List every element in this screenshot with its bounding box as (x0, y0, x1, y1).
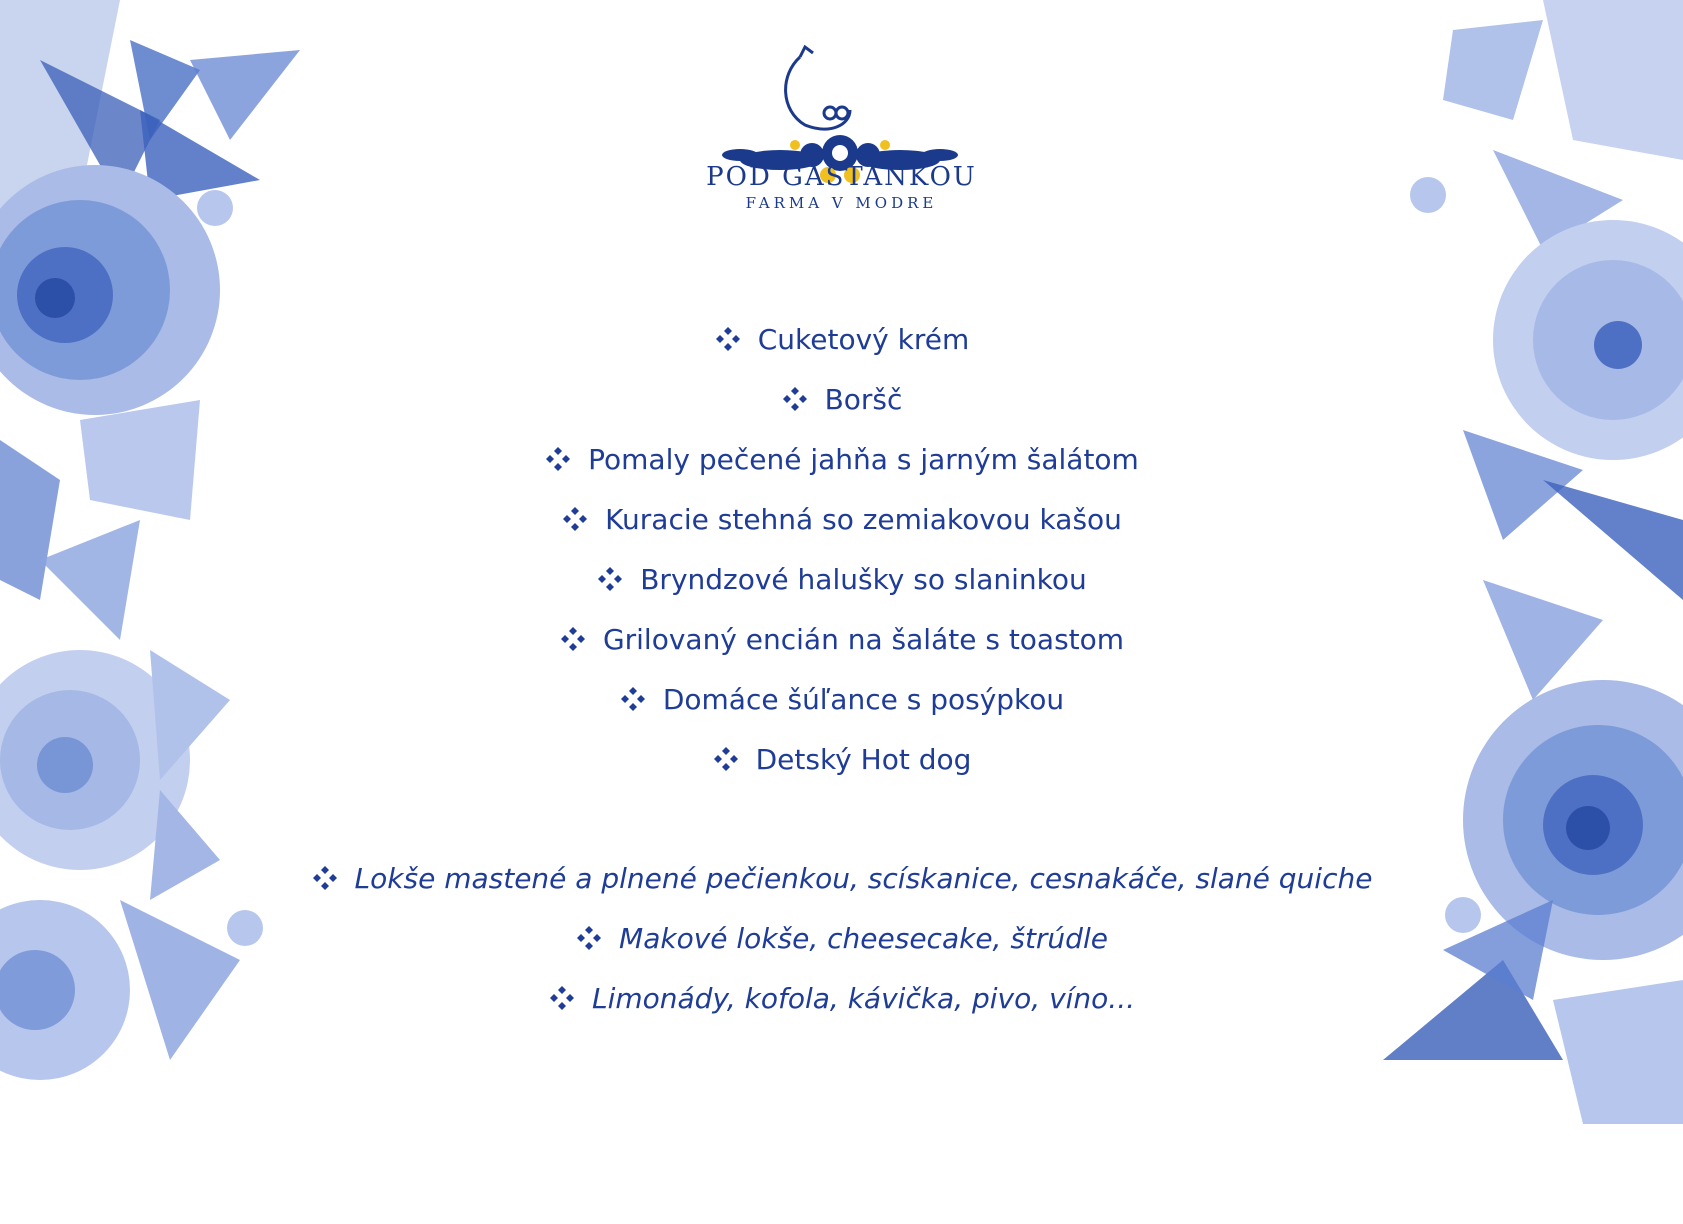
four-diamond-bullet-icon (596, 565, 624, 593)
list-item (0, 738, 1683, 798)
four-diamond-bullet-icon (619, 685, 647, 713)
extras-list (0, 857, 1683, 1037)
list-item (0, 917, 1683, 977)
dish-name: Grilovaný encián na šaláte s toastom (602, 623, 1125, 656)
four-diamond-bullet-icon (559, 625, 587, 653)
four-diamond-bullet-icon (781, 385, 809, 413)
list-item (0, 857, 1683, 917)
extra-item-text: Lokše mastené a plnené pečienkou, scískanice, cesnakáče, slané quiche (354, 862, 1373, 895)
four-diamond-bullet-icon (575, 924, 603, 952)
list-item (0, 498, 1683, 558)
list-item (0, 318, 1683, 378)
four-diamond-bullet-icon (712, 745, 740, 773)
dish-name: Pomaly pečené jahňa s jarným šalátom (588, 443, 1139, 476)
dish-name: Boršč (824, 383, 903, 416)
brand-name: POD GAŠTANKOU (706, 162, 977, 192)
dish-name: Kuracie stehná so zemiakovou kašou (605, 503, 1122, 536)
four-diamond-bullet-icon (548, 984, 576, 1012)
dish-name: Detský Hot dog (755, 743, 972, 776)
list-item (0, 558, 1683, 618)
dish-name: Cuketový krém (757, 323, 970, 356)
four-diamond-bullet-icon (714, 325, 742, 353)
extra-item-text: Limonády, kofola, kávička, pivo, víno... (591, 982, 1135, 1015)
dish-name: Bryndzové halušky so slaninkou (640, 563, 1087, 596)
four-diamond-bullet-icon (561, 505, 589, 533)
list-item (0, 378, 1683, 438)
brand-subtitle: FARMA V MODRE (745, 194, 938, 212)
dishes-list (0, 318, 1683, 798)
list-item (0, 678, 1683, 738)
dish-name: Domáce šúľance s posýpkou (662, 683, 1065, 716)
list-item (0, 977, 1683, 1037)
list-item (0, 618, 1683, 678)
list-item (0, 438, 1683, 498)
four-diamond-bullet-icon (544, 445, 572, 473)
four-diamond-bullet-icon (311, 864, 339, 892)
extra-item-text: Makové lokše, cheesecake, štrúdle (619, 922, 1108, 955)
